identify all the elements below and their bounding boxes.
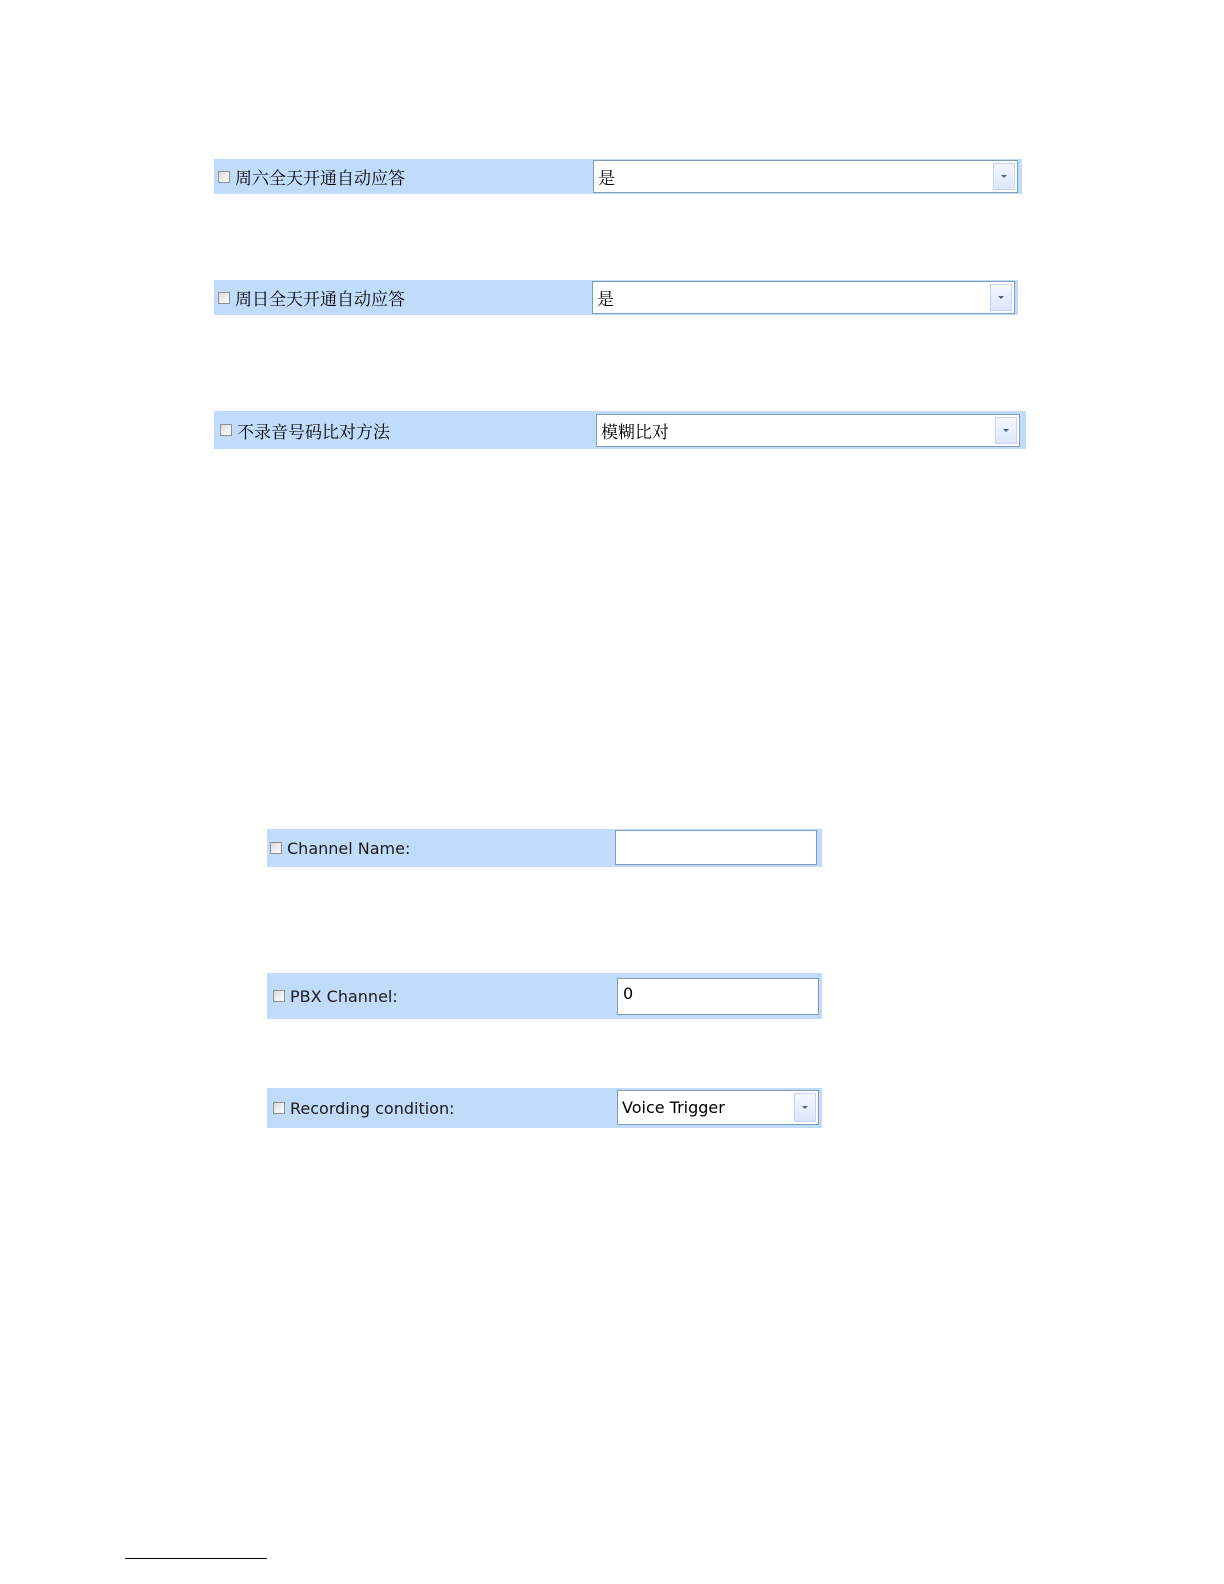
setting-row-pbx-channel [267, 973, 822, 1019]
setting-row-recording-condition [267, 1088, 822, 1128]
channel-name-label: Channel Name: [287, 838, 411, 858]
label-cell [267, 1088, 454, 1128]
setting-row-channel-name [267, 829, 822, 867]
saturday-auto-answer-checkbox[interactable] [218, 171, 230, 183]
no-record-number-match-dropdown[interactable] [596, 414, 1020, 447]
label-cell [267, 829, 410, 867]
sunday-auto-answer-label: 周日全天开通自动应答 [235, 290, 405, 310]
pbx-channel-value: 0 [623, 984, 634, 1003]
pbx-channel-checkbox[interactable] [273, 990, 285, 1002]
recording-condition-checkbox[interactable] [273, 1102, 285, 1114]
label-cell [214, 411, 390, 449]
recording-condition-label: Recording condition: [290, 1098, 455, 1118]
label-cell [267, 973, 398, 1019]
no-record-number-match-label: 不录音号码比对方法 [237, 422, 390, 443]
no-record-number-match-checkbox[interactable] [220, 424, 232, 436]
channel-name-value [616, 831, 621, 836]
dropdown-button[interactable] [794, 1093, 816, 1122]
setting-row-saturday-auto-answer [214, 159, 1022, 194]
chevron-down-icon [1003, 429, 1009, 432]
setting-row-no-record-number-match [214, 411, 1026, 449]
chevron-down-icon [998, 296, 1004, 299]
dropdown-selected-value: 模糊比对 [601, 423, 669, 443]
dropdown-button[interactable] [995, 417, 1017, 444]
sunday-auto-answer-checkbox[interactable] [218, 292, 230, 304]
saturday-auto-answer-label: 周六全天开通自动应答 [235, 169, 405, 189]
label-cell [214, 280, 405, 315]
pbx-channel-label: PBX Channel: [290, 986, 398, 1006]
setting-row-sunday-auto-answer [214, 280, 1018, 315]
footnote-separator [125, 1558, 267, 1559]
dropdown-button[interactable] [990, 284, 1012, 311]
label-cell [214, 159, 405, 194]
recording-condition-dropdown[interactable] [617, 1090, 819, 1125]
dropdown-selected-value: 是 [597, 290, 614, 310]
chevron-down-icon [1001, 175, 1007, 178]
dropdown-button[interactable] [993, 163, 1015, 190]
pbx-channel-input[interactable] [617, 978, 819, 1015]
dropdown-selected-value: 是 [598, 169, 615, 189]
sunday-auto-answer-dropdown[interactable] [592, 281, 1015, 314]
saturday-auto-answer-dropdown[interactable] [593, 160, 1018, 193]
chevron-down-icon [802, 1106, 808, 1109]
channel-name-input[interactable] [615, 830, 817, 865]
dropdown-selected-value: Voice Trigger [622, 1098, 725, 1117]
channel-name-checkbox[interactable] [270, 842, 282, 854]
